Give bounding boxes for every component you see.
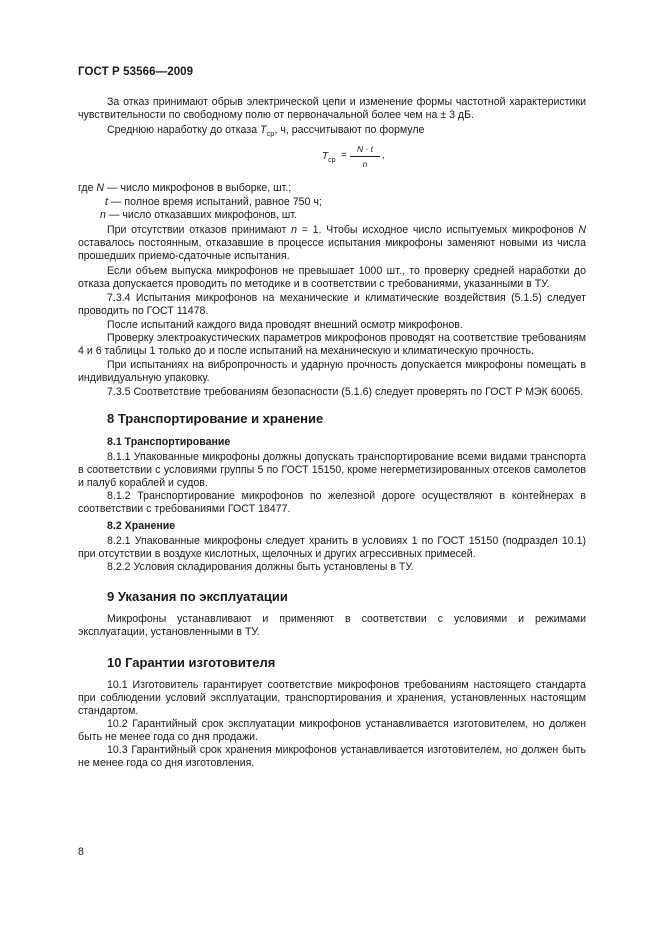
paragraph-10-3: 10.3 Гарантийный срок хранения микрофонов устанавливается изготовителем, но должен быть не менее года со дня изготовления. <box>78 744 586 770</box>
where-line-n: n — число отказавших микрофонов, шт. <box>100 209 298 221</box>
section-8-title: 8 Транспортирование и хранение <box>107 411 324 426</box>
paragraph-8-2-1: 8.2.1 Упакованные микрофоны следует хранить в условиях 1 по ГОСТ 15150 (подраздел 10.1) при отсутствии в воздухе кислотных, щелочных и других агрессивных примесей. <box>78 535 586 561</box>
paragraph-volume: Если объем выпуска микрофонов не превышает 1000 шт., то проверку средней наработки до отказа допускается проводить по методике и в соответствии с требованиями, указанными в ТУ. <box>78 265 586 291</box>
section-9-title: 9 Указания по эксплуатации <box>107 589 288 604</box>
paragraph-no-failures: При отсутствии отказов принимают n = 1. Чтобы исходное число испытуемых микрофонов N оставалось постоянным, отказавшие в процессе испытания микрофоны заменяют новыми из числа прошедших приемо-сдаточные испытания. <box>78 224 586 263</box>
paragraph-9: Микрофоны устанавливают и применяют в соответствии с условиями и режимами эксплуатации, установленными в ТУ. <box>78 613 586 639</box>
paragraph-8-2-2: 8.2.2 Условия складирования должны быть установлены в ТУ. <box>107 561 414 573</box>
paragraph-10-2: 10.2 Гарантийный срок эксплуатации микрофонов устанавливается изготовителем, но должен быть не менее года со дня продажи. <box>78 718 586 744</box>
paragraph-failure-definition: За отказ принимают обрыв электрической цепи и изменение формы частотной характеристики чувствительности по свободному полю от первоначальной более чем на ± 3 дБ. <box>78 96 586 122</box>
paragraph-mtbf-intro: Среднюю наработку до отказа $T_{ср}$, ч, рассчитывают по формуле <box>107 124 425 139</box>
subsection-8-2-title: 8.2 Хранение <box>107 520 176 532</box>
paragraph-8-1-2: 8.1.2 Транспортирование микрофонов по железной дороге осуществляют в контейнерах в соответствии с требованиями ГОСТ 18477. <box>78 490 586 516</box>
formula-numerator: N · t <box>356 144 374 154</box>
subsection-8-1-title: 8.1 Транспортирование <box>107 436 231 448</box>
where-line-t: t — полное время испытаний, равное 750 ч; <box>105 196 322 208</box>
paragraph-10-1: 10.1 Изготовитель гарантирует соответствие микрофонов требованиям настоящего стандарта при соблюдении условий эксплуатации, транспортирования и хранения, установленных настоящим стандартом. <box>78 679 586 718</box>
formula-denominator: n <box>362 159 368 169</box>
paragraph-7-3-5: 7.3.5 Соответствие требованиям безопасности (5.1.6) следует проверять по ГОСТ Р МЭК 60065. <box>107 386 584 398</box>
paragraph-vibration: При испытаниях на вибропрочность и ударную прочность допускается микрофоны помещать в индивидуальную упаковку. <box>78 359 586 385</box>
section-10-title: 10 Гарантии изготовителя <box>107 655 276 670</box>
page-number: 8 <box>78 846 84 858</box>
paragraph-after-tests: После испытаний каждого вида проводят внешний осмотр микрофонов. <box>107 319 463 331</box>
paragraph-7-3-4: 7.3.4 Испытания микрофонов на механические и климатические воздействия (5.1.5) следует проводить по ГОСТ 11478. <box>78 292 586 318</box>
where-line-N: где N — число микрофонов в выборке, шт.; <box>78 182 292 194</box>
paragraph-check-params: Проверку электроакустических параметров микрофонов проводят на соответствие требованиям 4 и 6 таблицы 1 только до и после испытаний на механическую и климатическую прочность. <box>78 332 586 358</box>
document-header: ГОСТ Р 53566—2009 <box>78 66 194 78</box>
paragraph-8-1-1: 8.1.1 Упакованные микрофоны должны допускать транспортирование всеми видами транспорта в соответствии с условиями группы 5 по ГОСТ 15150, кроме негерметизированных отсеков самолетов и палуб кораблей и судов. <box>78 451 586 490</box>
